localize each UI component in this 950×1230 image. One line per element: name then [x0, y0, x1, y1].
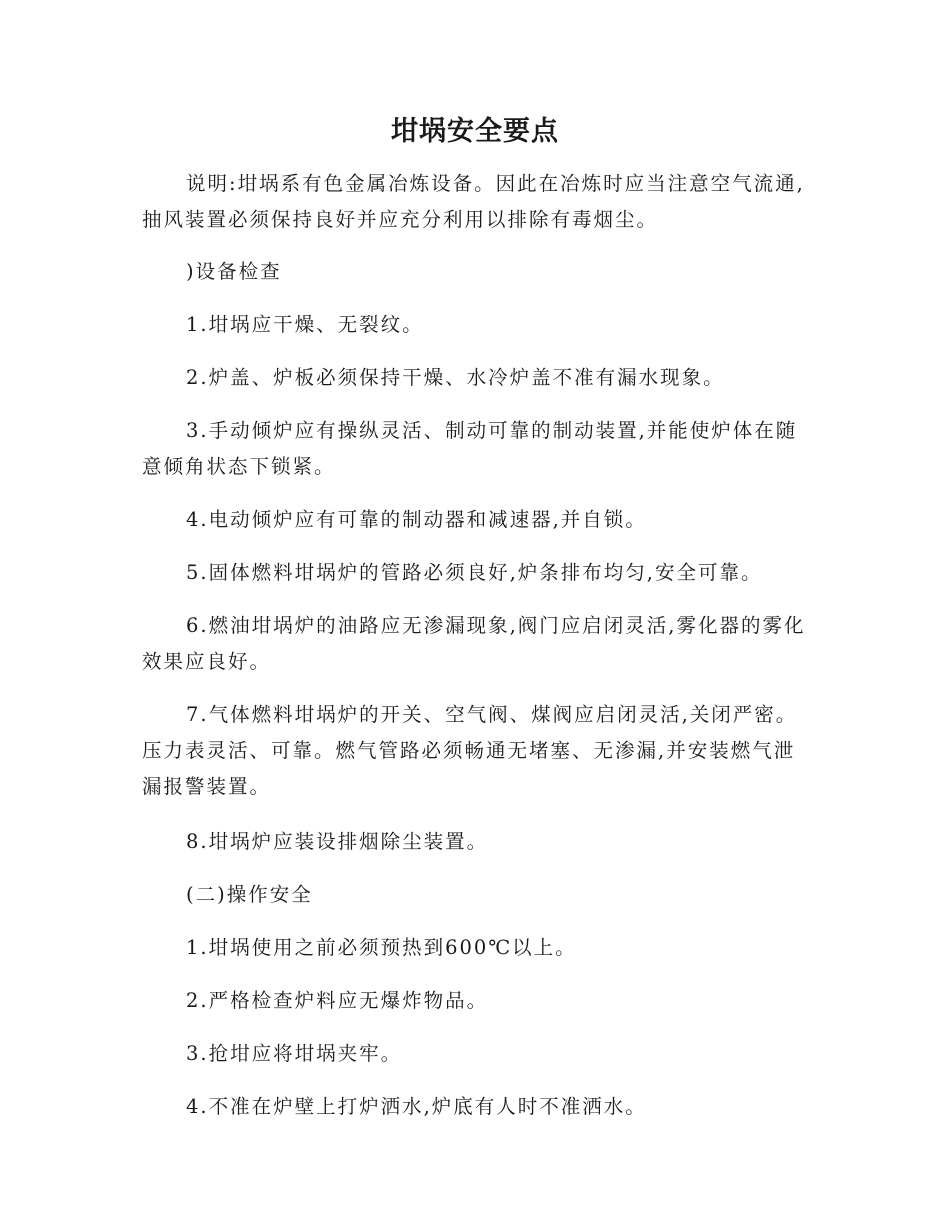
section-heading-operation-safety: (二)操作安全	[186, 883, 313, 906]
paragraph-item-8: 8.坩埚炉应装设排烟除尘装置。	[186, 830, 489, 853]
paragraph-item-3: 3.手动倾炉应有操纵灵活、制动可靠的制动装置,并能使炉体在随意倾角状态下锁紧。	[142, 419, 798, 478]
document-title: 坩埚安全要点	[391, 116, 559, 147]
paragraph-item-5: 5.固体燃料坩埚炉的管路必须良好,炉条排布均匀,安全可靠。	[186, 561, 763, 584]
section-heading-equipment-check: )设备检查	[186, 260, 282, 283]
paragraph-op-1: 1.坩埚使用之前必须预热到600℃以上。	[186, 936, 577, 959]
paragraph-op-2: 2.严格检查炉料应无爆炸物品。	[186, 989, 489, 1012]
paragraph-item-6: 6.燃油坩埚炉的油路应无渗漏现象,阀门应启闭灵活,雾化器的雾化效果应良好。	[142, 614, 806, 673]
paragraph-op-4: 4.不准在炉壁上打炉洒水,炉底有人时不准洒水。	[186, 1095, 647, 1118]
paragraph-item-4: 4.电动倾炉应有可靠的制动器和减速器,并自锁。	[186, 508, 647, 531]
paragraph-intro: 说明:坩埚系有色金属冶炼设备。因此在冶炼时应当注意空气流通,抽风装置必须保持良好并应充分利用以排除有毒烟尘。	[142, 172, 805, 231]
paragraph-item-7: 7.气体燃料坩埚炉的开关、空气阀、煤阀应启闭灵活,关闭严密。压力表灵活、可靠。燃气管路必须畅通无堵塞、无渗漏,并安装燃气泄漏报警装置。	[142, 703, 798, 798]
paragraph-op-3: 3.抢坩应将坩埚夹牢。	[186, 1042, 403, 1065]
paragraph-item-2: 2.炉盖、炉板必须保持干燥、水冷炉盖不准有漏水现象。	[186, 366, 725, 389]
paragraph-item-1: 1.坩埚应干燥、无裂纹。	[186, 313, 424, 336]
